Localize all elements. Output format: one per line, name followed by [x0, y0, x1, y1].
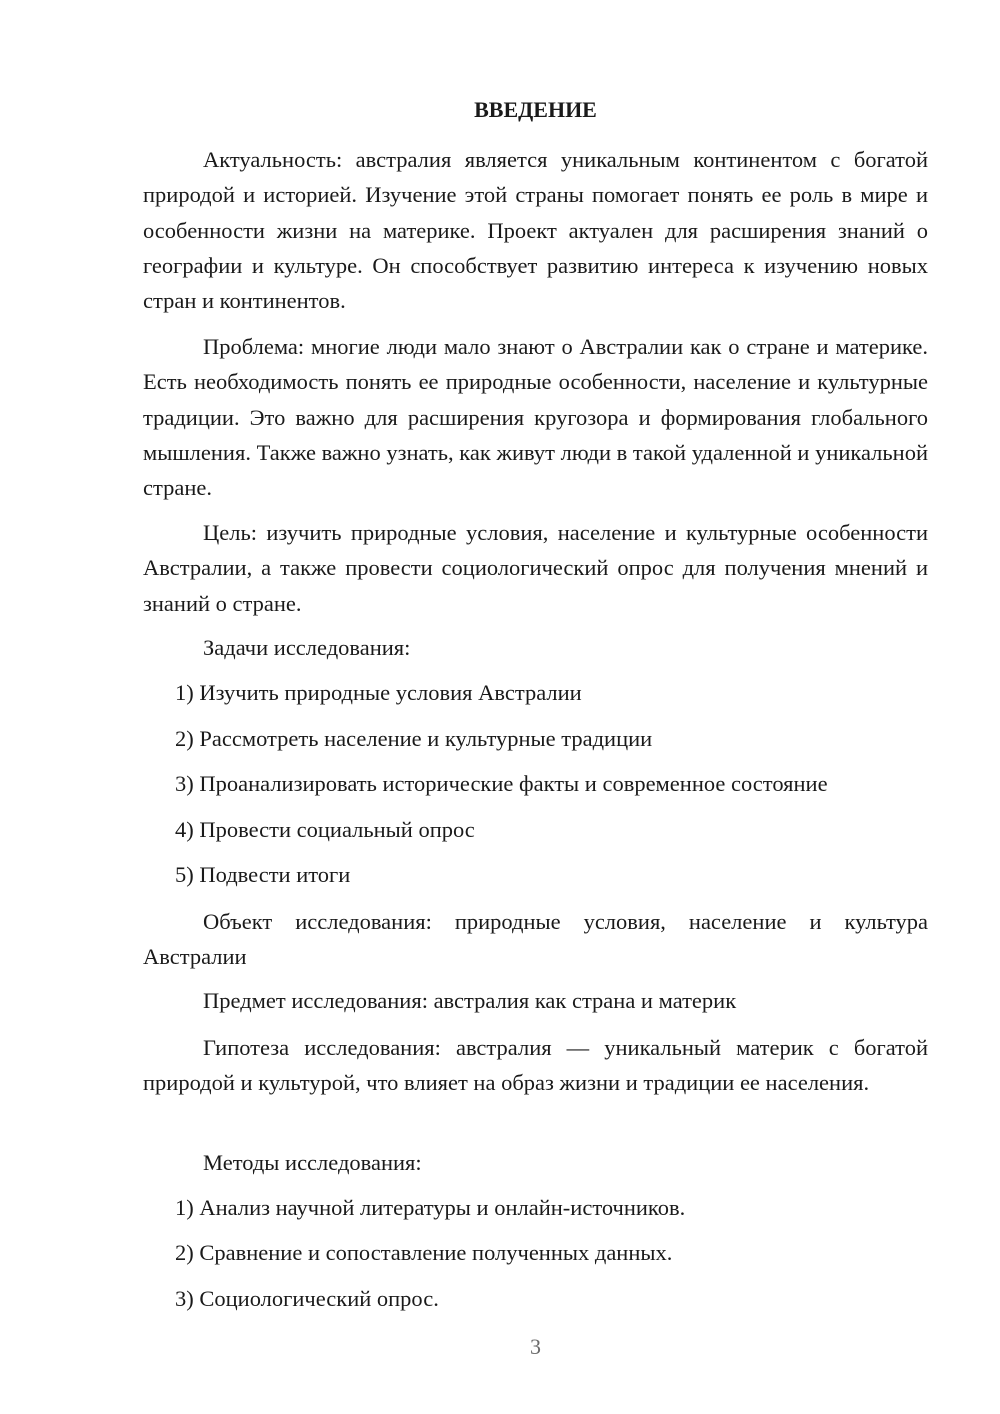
subject-paragraph: Предмет исследования: австралия как страна и материк	[203, 988, 737, 1013]
methods-heading: Методы исследования:	[203, 1150, 422, 1175]
task-item: 2) Рассмотреть население и культурные традиции	[175, 726, 653, 751]
task-item: 1) Изучить природные условия Австралии	[175, 680, 582, 705]
task-item: 3) Проанализировать исторические факты и современное состояние	[175, 771, 828, 796]
relevance-paragraph: Актуальность: австралия является уникальным континентом с богатой природой и историей. Изучение этой страны помогает понять ее роль в мире и особенности жизни на материке. Проект актуален для расширения знаний о географии и культуре. Он способствует развитию интереса к изучению новых стран и континентов.	[143, 147, 928, 314]
document-page	[143, 0, 928, 1414]
goal-paragraph: Цель: изучить природные условия, население и культурные особенности Австралии, а также провести социологический опрос для получения мнений и знаний о стране.	[143, 520, 928, 616]
page-title: ВВЕДЕНИЕ	[474, 97, 597, 122]
page-number: 3	[530, 1334, 541, 1359]
task-item: 5) Подвести итоги	[175, 862, 351, 887]
method-item: 1) Анализ научной литературы и онлайн-источников.	[175, 1195, 686, 1220]
task-item: 4) Провести социальный опрос	[175, 817, 475, 842]
method-item: 3) Социологический опрос.	[175, 1286, 439, 1311]
hypothesis-paragraph: Гипотеза исследования: австралия — уникальный материк с богатой природой и культурой, что влияет на образ жизни и традиции ее населения.	[143, 1035, 928, 1096]
object-paragraph: Объект исследования: природные условия, население и культура Австралии	[143, 909, 928, 970]
problem-paragraph: Проблема: многие люди мало знают о Австралии как о стране и материке. Есть необходимость понять ее природные особенности, население и культурные традиции. Это важно для расширения кругозора и формирования глобального мышления. Также важно узнать, как живут люди в такой удаленной и уникальной стране.	[143, 334, 928, 501]
method-item: 2) Сравнение и сопоставление полученных данных.	[175, 1240, 673, 1265]
tasks-heading: Задачи исследования:	[203, 635, 411, 660]
